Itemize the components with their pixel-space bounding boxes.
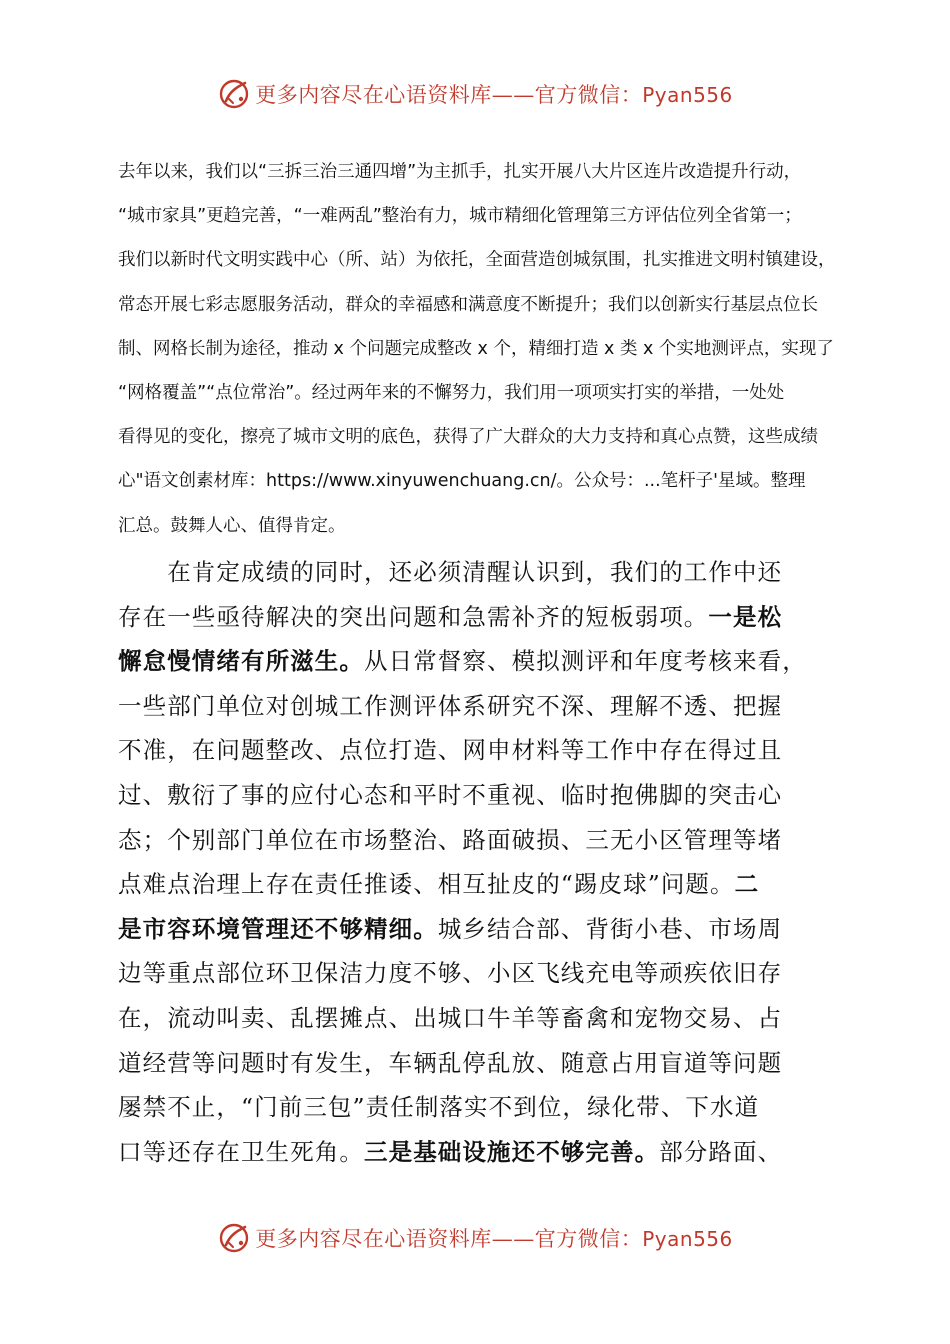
point-one-heading: 一是松 [708,602,783,631]
wechat-id: Pyan556 [642,1227,733,1251]
text-line: 不准，在问题整改、点位打造、网申材料等工作中存在得过且 [118,736,783,765]
point-two-heading: 二 [734,870,760,899]
text-line: 边等重点部位环卫保洁力度不够、小区飞线充电等顽疾依旧存 [118,959,783,988]
text-line: 口等还存在卫生死角。三是基础设施还不够完善。部分路面、 [118,1137,783,1166]
text-line: 一些部门单位对创城工作测评体系研究不深、理解不透、把握 [118,691,783,720]
text-line: 点难点治理上存在责任推诿、相互扯皮的“踢皮球”问题。二 [118,870,760,899]
banner-text: 更多内容尽在心语资料库——官方微信：Pyan556 [255,83,733,107]
text-line: “网格覆盖”“点位常治”。经过两年来的不懈努力，我们用一项项实打实的举措，一处处 [118,383,785,404]
text-line: 在肯定成绩的同时，还必须清醒认识到，我们的工作中还 [118,558,783,586]
text-line: 过、敷衍了事的应付心态和平时不重视、临时抱佛脚的突击心 [118,780,783,809]
text-line: 看得见的变化，擦亮了城市文明的底色，获得了广大群众的大力支持和真心点赞，这些成绩 [118,427,818,448]
text-line: 态；个别部门单位在市场整治、路面破损、三无小区管理等堵 [118,825,783,854]
paragraph-achievements [118,150,838,548]
text-line: 在，流动叫卖、乱摆摊点、出城口牛羊等畜禽和宠物交易、占 [118,1003,783,1032]
point-two-heading: 是市容环境管理还不够精细。 [118,914,438,943]
text-line: 道经营等问题时有发生，车辆乱停乱放、随意占用盲道等问题 [118,1048,783,1077]
text-line: 制、网格长制为途径，推动 x 个问题完成整改 x 个，精细打造 x 类 x 个实地测评点，实现了 [118,338,834,359]
brand-logo-icon [217,1221,251,1255]
text-line: 是市容环境管理还不够精细。城乡结合部、背街小巷、市场周 [118,914,783,943]
text-line: “城市家具”更趋完善，“一难两乱”整治有力，城市精细化管理第三方评估位列全省第一； [118,206,802,227]
point-one-heading: 懈怠慢情绪有所滋生。 [118,647,364,676]
text-line: 心"语文创素材库：https://www.xinyuwenchuang.cn/。公众号：...笔杆子'星域。整理 [118,471,806,492]
text-line: 存在一些亟待解决的突出问题和急需补齐的短板弱项。一是松 [118,602,783,631]
banner-text: 更多内容尽在心语资料库——官方微信：Pyan556 [255,1227,733,1251]
text-line: 去年以来，我们以“三拆三治三通四增”为主抓手，扎实开展八大片区连片改造提升行动， [118,162,802,182]
text-line: 常态开展七彩志愿服务活动，群众的幸福感和满意度不断提升；我们以创新实行基层点位长 [118,294,818,315]
header-watermark-banner [0,74,950,114]
brand-logo-icon [217,77,251,111]
wechat-id: Pyan556 [642,83,733,107]
footer-watermark-banner [0,1218,950,1258]
text-line: 屡禁不止，“门前三包”责任制落实不到位，绿化带、下水道 [118,1093,760,1122]
point-three-heading: 三是基础设施还不够完善。 [364,1137,660,1166]
text-line: 我们以新时代文明实践中心（所、站）为依托，全面营造创城氛围，扎实推进文明村镇建设， [118,250,836,271]
text-line: 懈怠慢情绪有所滋生。从日常督察、模拟测评和年度考核来看， [118,647,807,676]
text-line: 汇总。鼓舞人心、值得肯定。 [118,515,346,536]
paragraph-problems [118,550,838,1174]
